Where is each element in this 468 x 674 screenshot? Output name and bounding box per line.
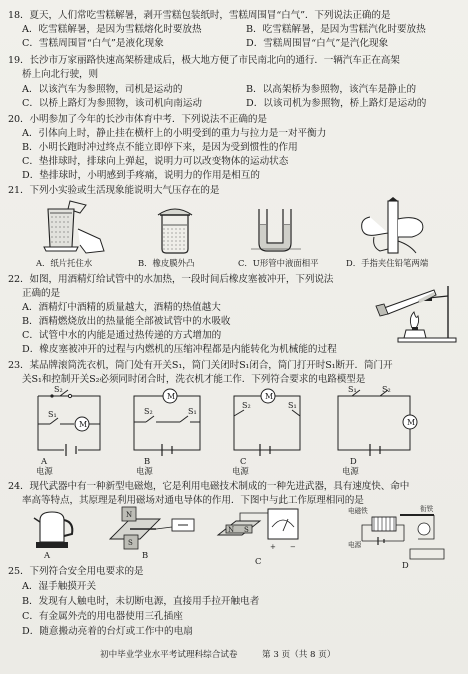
q24-d-power-label: 电源 xyxy=(348,541,362,549)
q23-b-s1-label: S₁ xyxy=(188,407,197,416)
q21-caption-a: A．纸片托住水 xyxy=(36,258,93,268)
q21-figure-b xyxy=(150,199,200,255)
q25-option-c: C．有金属外壳的用电器使用三孔插座 xyxy=(22,611,183,622)
q23-circuit-figures xyxy=(30,386,450,458)
q23-b-motor-label: M xyxy=(167,392,176,401)
q23-a-motor-label: M xyxy=(79,420,88,429)
q19-option-c: C．以桥上路灯为参照物，该司机向南运动 xyxy=(22,98,203,109)
q21-figure-d xyxy=(350,197,440,257)
q24-c-minus-label: − xyxy=(290,543,296,551)
q21-caption-b: B．橡皮膜外凸 xyxy=(138,258,195,268)
q23-power-c: 电源 xyxy=(232,466,249,476)
q24-b-s-label: S xyxy=(128,539,133,547)
q25-stem: 25．下列符合安全用电要求的是 xyxy=(8,566,144,577)
q23-c-s1-label: S₁ xyxy=(288,401,297,410)
q18-option-c: C．雪糕周围冒“白气”是液化现象 xyxy=(22,38,164,49)
q22-figure-alcohol-lamp xyxy=(368,278,462,344)
q19-option-d: D．以该司机为参照物，桥上路灯是运动的 xyxy=(246,98,427,109)
q23-a-s2-label: S₂ xyxy=(54,385,63,394)
q22-stem-line1: 22．如图，用酒精灯给试管中的水加热，一段时间后橡皮塞被冲开，下列说法 xyxy=(8,274,334,285)
footer-page-number: 第 3 页（共 8 页） xyxy=(262,650,336,660)
q23-a-s1-label: S₁ xyxy=(48,410,57,419)
q22-option-d: D．橡皮塞被冲开的过程与内燃机的压缩冲程都是内能转化为机械能的过程 xyxy=(22,344,337,355)
q25-option-b: B．发现有人触电时，未切断电源，直接用手拉开触电者 xyxy=(22,596,260,607)
q23-label-b: B xyxy=(144,456,151,466)
q22-option-b: B．酒精燃烧放出的热量能全部被试管中的水吸收 xyxy=(22,316,231,327)
q24-figure-c xyxy=(212,505,308,559)
q21-stem: 21．下列小实验或生活现象能说明大气压存在的是 xyxy=(8,185,220,196)
q23-stem-line2: 关S₁和控制开关S₂必须同时闭合时，洗衣机才能工作．下列符合要求的电路模型是 xyxy=(22,374,366,385)
q23-d-motor-label: M xyxy=(407,418,416,427)
q24-c-plus-label: + xyxy=(270,543,276,551)
q24-d-armature-label: 衔铁 xyxy=(420,505,434,513)
q23-power-b: 电源 xyxy=(136,466,153,476)
q23-stem-line1: 23．某品牌滚筒洗衣机，筒门处有开关S₁，筒门关闭时S₁闭合，筒门打开时S₁断开．筒门开 xyxy=(8,360,393,371)
q18-stem: 18．夏天，人们常吃雪糕解暑，剥开雪糕包装纸时，雪糕周围冒“白气”．下列说法正确的是 xyxy=(8,10,391,21)
q19-option-a: A．以该汽车为参照物，司机是运动的 xyxy=(22,84,183,95)
q25-option-d: D．随意搬动亮着的台灯或工作中的电扇 xyxy=(22,626,193,637)
q18-option-d: D．雪糕周围冒“白气”是汽化现象 xyxy=(246,38,389,49)
q20-option-b: B．小明长跑时冲过终点不能立即停下来，是因为受到惯性的作用 xyxy=(22,142,298,153)
q21-caption-c: C．U形管中液面相平 xyxy=(238,258,319,268)
q24-figure-d xyxy=(344,503,454,565)
q20-stem: 20．小明参加了今年的长沙市体育中考．下列说法不正确的是 xyxy=(8,114,267,125)
q24-c-n-label: N xyxy=(228,526,235,534)
q23-label-c: C xyxy=(240,456,247,466)
q23-c-s2-label: S₂ xyxy=(242,401,251,410)
q23-d-s2-label: S₂ xyxy=(382,385,391,394)
q20-option-c: C．垫排球时，排球向上弹起，说明力可以改变物体的运动状态 xyxy=(22,156,289,167)
q23-label-d: D xyxy=(350,456,357,466)
q23-b-s2-label: S₂ xyxy=(144,407,153,416)
q19-option-b: B．以高架桥为参照物，该汽车是静止的 xyxy=(246,84,417,95)
q21-figure-c xyxy=(245,199,315,255)
q24-stem-line2: 率高等特点，其原理是利用磁场对通电导体的作用．下图中与此工作原理相同的是 xyxy=(22,495,364,506)
q24-c-s-label: S xyxy=(244,526,249,534)
q24-b-n-label: N xyxy=(126,511,133,519)
q21-figure-a xyxy=(30,199,110,255)
q18-option-a: A．吃雪糕解暑，是因为雪糕熔化时要放热 xyxy=(22,24,202,35)
q24-figure-a-kettle xyxy=(30,508,80,550)
q20-option-d: D．垫排球时，小明感到手疼痛，说明力的作用是相互的 xyxy=(22,170,260,181)
q22-option-a: A．酒精灯中酒精的质量越大，酒精的热值越大 xyxy=(22,302,221,313)
q24-stem-line1: 24．现代武器中有一种新型电磁炮，它是利用电磁技术制成的一种先进武器，具有速度快、命中 xyxy=(8,481,410,492)
q23-label-a: A xyxy=(41,456,48,466)
q21-caption-d: D．手指夹住铅笔两端 xyxy=(346,258,429,268)
q24-label-b: B xyxy=(142,550,149,560)
q24-label-d: D xyxy=(402,560,409,570)
q23-c-motor-label: M xyxy=(265,392,274,401)
q24-figure-b xyxy=(100,505,200,555)
q24-label-a: A xyxy=(44,550,51,560)
q25-option-a: A．湿手触摸开关 xyxy=(22,581,97,592)
q22-option-c: C．试管中水的内能是通过热传递的方式增加的 xyxy=(22,330,222,341)
q23-power-a: 电源 xyxy=(36,466,53,476)
q24-label-c: C xyxy=(255,556,262,566)
q19-stem-line1: 19．长沙市万家丽路快速高架桥建成后，极大地方便了市民南北向的通行．一辆汽车正在高架 xyxy=(8,55,400,66)
q24-d-electromagnet-label: 电磁铁 xyxy=(348,507,368,515)
q18-option-b: B．吃雪糕解暑，是因为雪糕汽化时要放热 xyxy=(246,24,426,35)
q23-power-d: 电源 xyxy=(342,466,359,476)
q23-d-s1-label: S₁ xyxy=(348,385,357,394)
q20-option-a: A．引体向上时，静止挂在横杆上的小明受到的重力与拉力是一对平衡力 xyxy=(22,128,327,139)
q22-stem-line2: 正确的是 xyxy=(22,288,60,299)
footer-exam-title: 初中毕业学业水平考试理科综合试卷 xyxy=(100,650,238,660)
q19-stem-line2: 桥上向北行驶，则 xyxy=(22,69,98,80)
